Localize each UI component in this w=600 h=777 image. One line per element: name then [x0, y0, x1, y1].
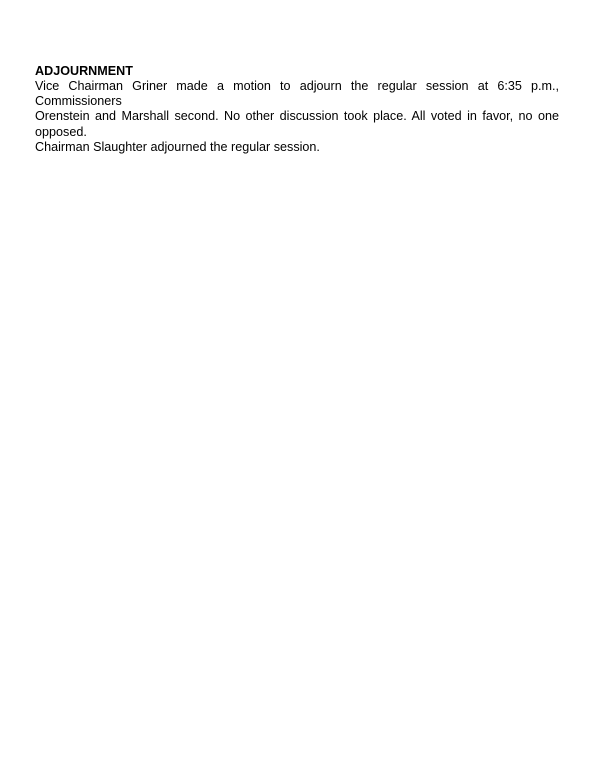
- body-line-2: Orenstein and Marshall second. No other discussion took place. All voted in favor, no one opposed.: [35, 109, 559, 139]
- section-heading: ADJOURNMENT: [35, 64, 133, 78]
- body-line-3: Chairman Slaughter adjourned the regular session.: [35, 139, 320, 154]
- body-line-1: Vice Chairman Griner made a motion to adjourn the regular session at 6:35 p.m., Commissioners: [35, 79, 559, 109]
- adjournment-section: [35, 64, 559, 155]
- section-body: [35, 79, 559, 155]
